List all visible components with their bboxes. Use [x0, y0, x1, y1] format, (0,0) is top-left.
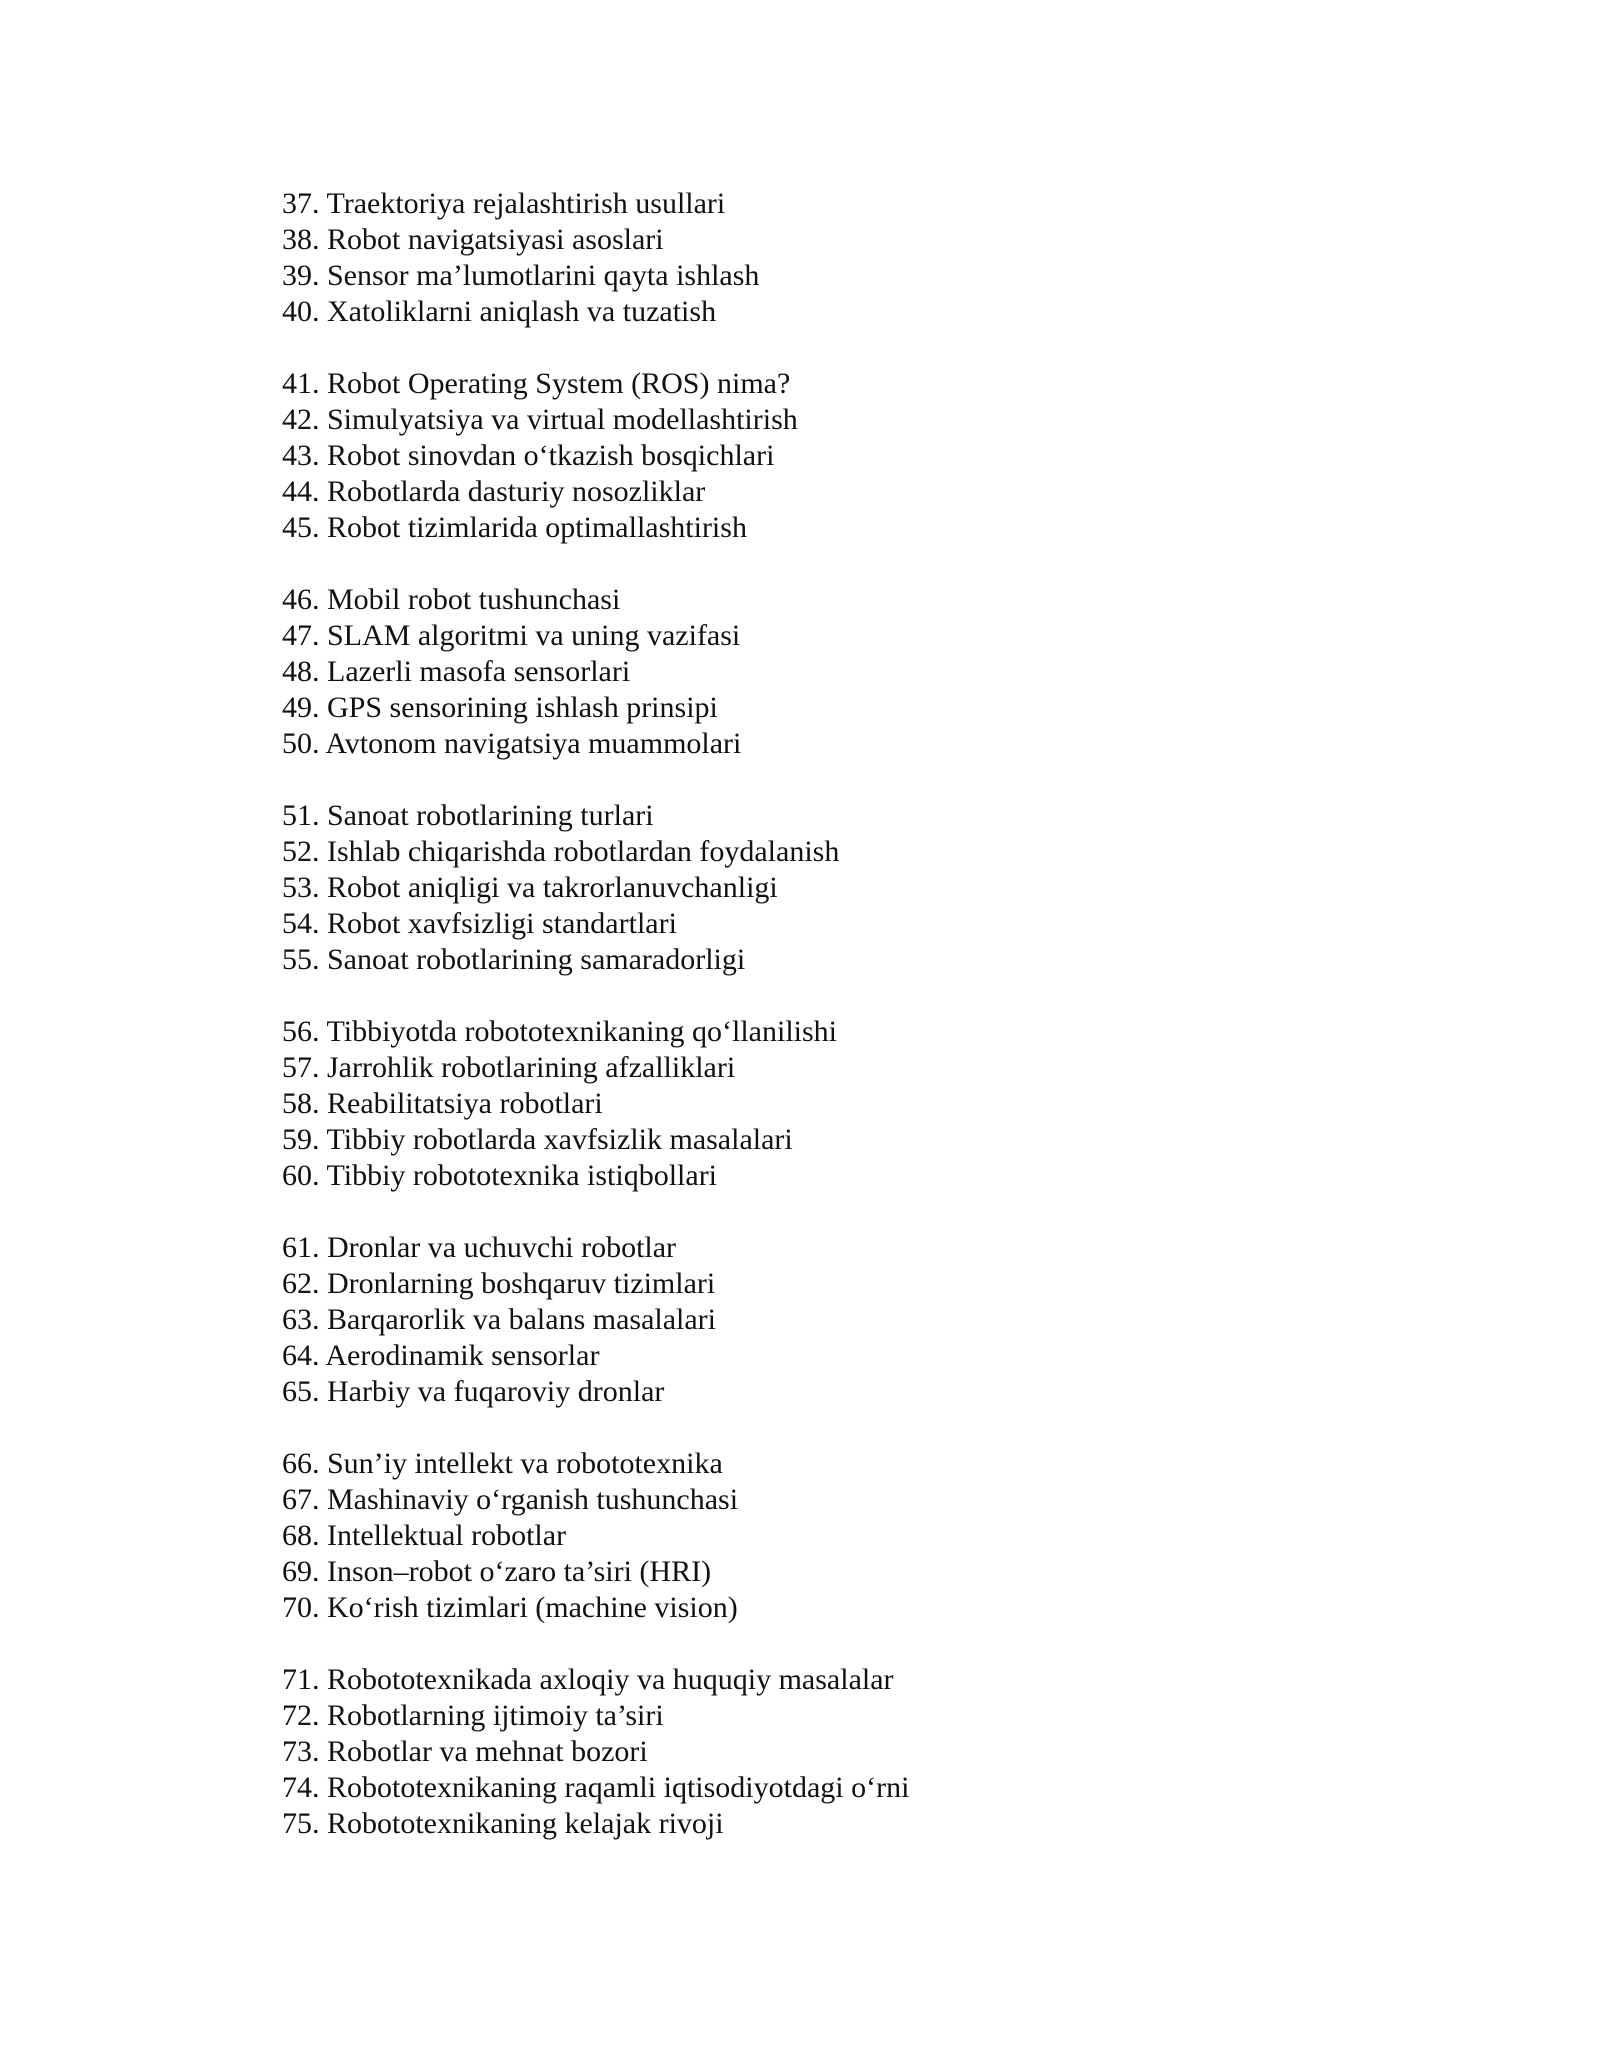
list-item: 61. Dronlar va uchuvchi robotlar — [282, 1231, 677, 1264]
list-item: 65. Harbiy va fuqaroviy dronlar — [282, 1375, 665, 1408]
list-item: 73. Robotlar va mehnat bozori — [282, 1735, 648, 1768]
list-item: 48. Lazerli masofa sensorlari — [282, 655, 631, 688]
topic-group — [282, 186, 1382, 330]
list-item: 46. Mobil robot tushunchasi — [282, 583, 621, 616]
list-item: 52. Ishlab chiqarishda robotlardan foydalanish — [282, 835, 840, 868]
list-item: 62. Dronlarning boshqaruv tizimlari — [282, 1267, 716, 1300]
topic-group — [282, 1662, 1382, 1842]
list-item: 51. Sanoat robotlarining turlari — [282, 799, 654, 832]
list-item: 41. Robot Operating System (ROS) nima? — [282, 367, 791, 400]
list-item: 38. Robot navigatsiyasi asoslari — [282, 223, 664, 256]
topic-group — [282, 582, 1382, 762]
list-item: 72. Robotlarning ijtimoiy ta’siri — [282, 1699, 664, 1732]
topic-list — [282, 186, 1382, 1878]
list-item: 56. Tibbiyotda robototexnikaning qo‘llanilishi — [282, 1015, 837, 1048]
list-item: 67. Mashinaviy o‘rganish tushunchasi — [282, 1483, 739, 1516]
topic-group — [282, 1230, 1382, 1410]
list-item: 70. Ko‘rish tizimlari (machine vision) — [282, 1591, 738, 1624]
list-item: 47. SLAM algoritmi va uning vazifasi — [282, 619, 741, 652]
list-item: 54. Robot xavfsizligi standartlari — [282, 907, 677, 940]
list-item: 59. Tibbiy robotlarda xavfsizlik masalalari — [282, 1123, 793, 1156]
list-item: 39. Sensor ma’lumotlarini qayta ishlash — [282, 259, 760, 292]
list-item: 45. Robot tizimlarida optimallashtirish — [282, 511, 747, 544]
list-item: 75. Robototexnikaning kelajak rivoji — [282, 1807, 724, 1840]
list-item: 74. Robototexnikaning raqamli iqtisodiyotdagi o‘rni — [282, 1771, 910, 1804]
list-item: 58. Reabilitatsiya robotlari — [282, 1087, 603, 1120]
list-item: 49. GPS sensorining ishlash prinsipi — [282, 691, 718, 724]
list-item: 68. Intellektual robotlar — [282, 1519, 567, 1552]
list-item: 69. Inson–robot o‘zaro ta’siri (HRI) — [282, 1555, 712, 1588]
list-item: 60. Tibbiy robototexnika istiqbollari — [282, 1159, 718, 1192]
list-item: 66. Sun’iy intellekt va robototexnika — [282, 1447, 723, 1480]
list-item: 50. Avtonom navigatsiya muammolari — [282, 727, 742, 760]
topic-group — [282, 798, 1382, 978]
list-item: 53. Robot aniqligi va takrorlanuvchanligi — [282, 871, 778, 904]
list-item: 57. Jarrohlik robotlarining afzalliklari — [282, 1051, 736, 1084]
list-item: 37. Traektoriya rejalashtirish usullari — [282, 187, 726, 220]
list-item: 55. Sanoat robotlarining samaradorligi — [282, 943, 746, 976]
topic-group — [282, 366, 1382, 546]
topic-group — [282, 1446, 1382, 1626]
list-item: 43. Robot sinovdan o‘tkazish bosqichlari — [282, 439, 775, 472]
list-item: 63. Barqarorlik va balans masalalari — [282, 1303, 717, 1336]
list-item: 44. Robotlarda dasturiy nosozliklar — [282, 475, 706, 508]
list-item: 40. Xatoliklarni aniqlash va tuzatish — [282, 295, 717, 328]
list-item: 71. Robototexnikada axloqiy va huquqiy masalalar — [282, 1663, 894, 1696]
topic-group — [282, 1014, 1382, 1194]
list-item: 42. Simulyatsiya va virtual modellashtirish — [282, 403, 798, 436]
list-item: 64. Aerodinamik sensorlar — [282, 1339, 600, 1372]
